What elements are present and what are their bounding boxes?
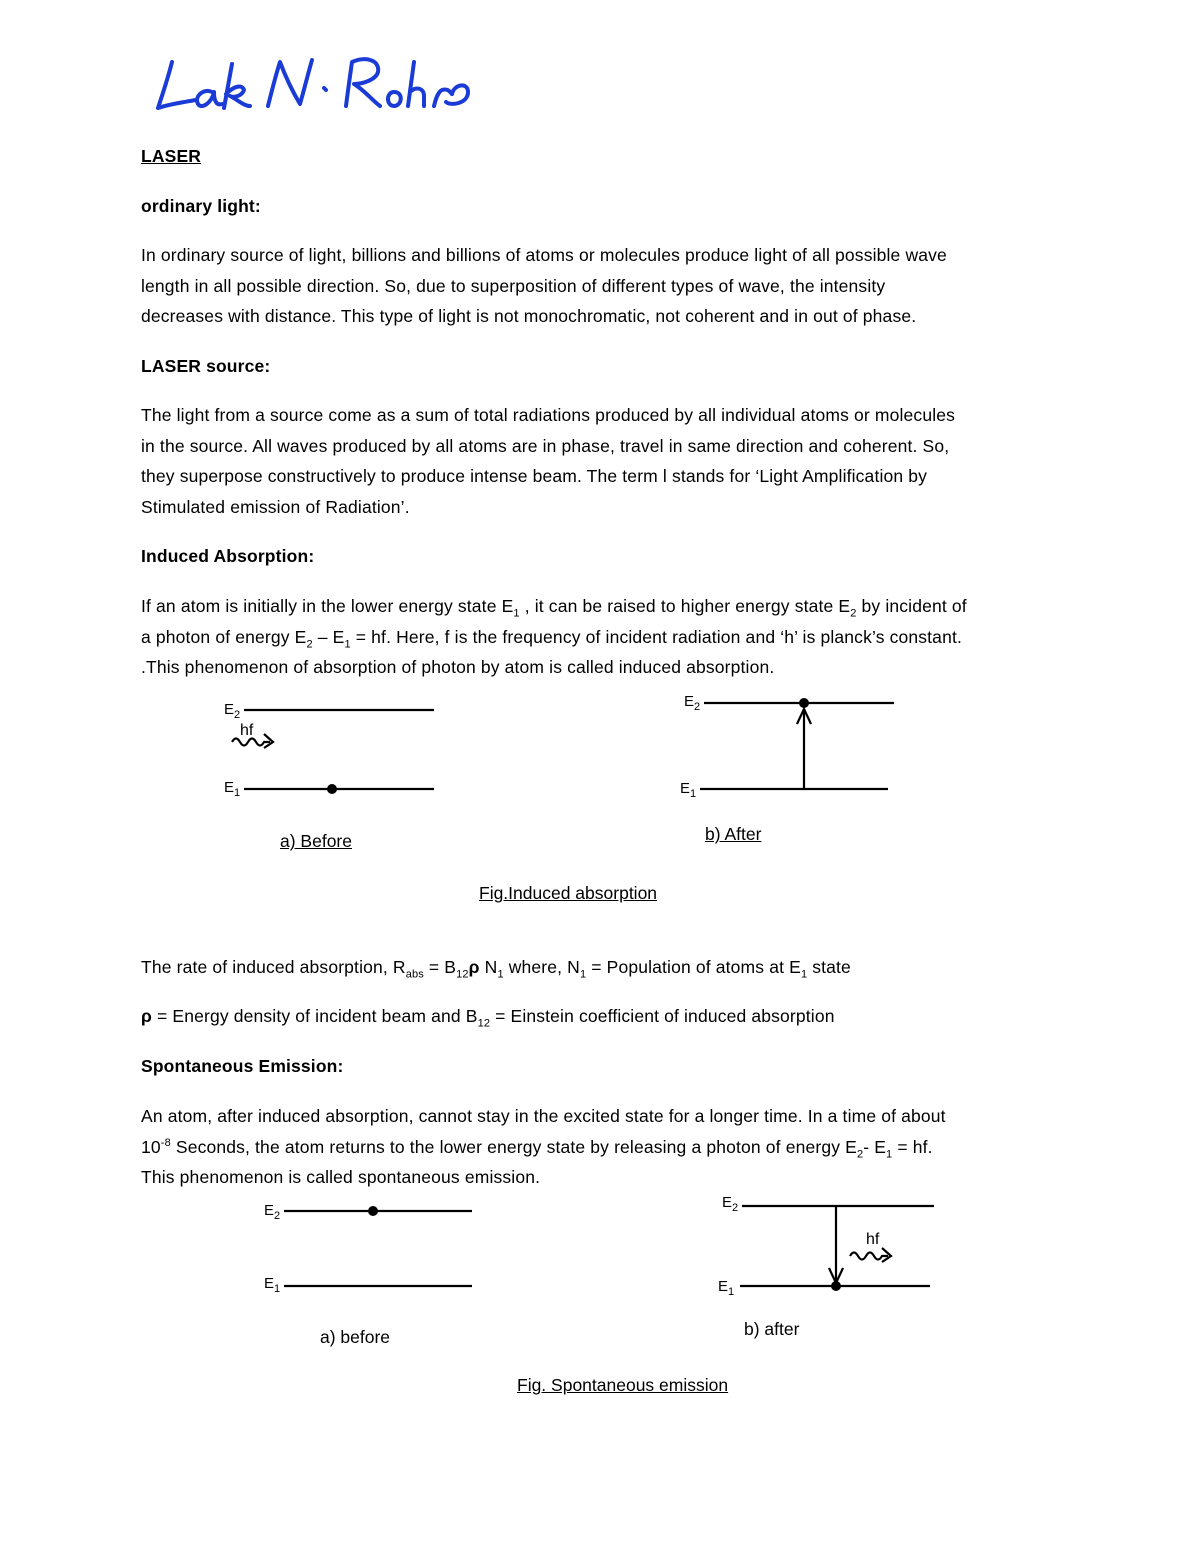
photon-wave <box>232 739 270 746</box>
paragraph-line: they superpose constructively to produce intense beam. The term l stands for ‘Light Amplification by <box>141 466 928 486</box>
transition-arrowhead <box>797 709 811 724</box>
label-e2: $E_2$ <box>224 701 241 721</box>
label-e2: $E_2$ <box>722 1194 739 1214</box>
label-hf: hf <box>866 1231 880 1248</box>
electron-dot <box>799 698 809 708</box>
photon-arrowhead <box>882 1248 891 1262</box>
label-e1: $E_1$ <box>224 779 241 799</box>
paragraph-ordinary-light <box>141 240 1071 332</box>
electron-dot <box>327 784 337 794</box>
rate-equation-line: The rate of induced absorption, $R_{abs} = B_{12}\rho$ $N_1$ where, $N_1$ = Population of atoms at $E_1$ state <box>141 957 851 981</box>
figure-caption-induced: Fig.Induced absorption <box>479 883 658 903</box>
label-e1: $E_1$ <box>264 1275 281 1295</box>
caption-before: a) before <box>320 1327 391 1347</box>
heading-induced-absorption: Induced Absorption: <box>141 546 315 566</box>
paragraph-induced-absorption <box>141 591 1071 683</box>
paragraph-line: decreases with distance. This type of light is not monochromatic, not coherent and in out of phase. <box>141 306 917 326</box>
heading-spontaneous-emission: Spontaneous Emission: <box>141 1056 344 1076</box>
photon-arrowhead <box>264 734 273 748</box>
paragraph-line: The light from a source come as a sum of total radiations produced by all individual atoms or molecules <box>141 405 956 425</box>
label-e2: $E_2$ <box>684 693 701 713</box>
label-hf: hf <box>240 722 254 739</box>
paragraph-line: Stimulated emission of Radiation’. <box>141 496 410 517</box>
figure-caption-spontaneous: Fig. Spontaneous emission <box>517 1375 729 1395</box>
caption-before: a) Before <box>280 831 352 851</box>
paragraph-laser-source <box>141 400 1071 522</box>
caption-after: b) after <box>744 1319 800 1339</box>
transition-arrowhead <box>829 1268 843 1283</box>
paragraph-line: length in all possible direction. So, due to superposition of different types of wave, the intensity <box>141 275 886 296</box>
paragraph-line: If an atom is initially in the lower energy state $E_1$ , it can be raised to higher energy state $E_2$ by incident of <box>141 596 967 620</box>
heading-ordinary-light: ordinary light: <box>141 196 261 216</box>
paragraph-line: in the source. All waves produced by all atoms are in phase, travel in same direction and coherent. So, <box>141 435 950 456</box>
paragraph-line: .This phenomenon of absorption of photon by atom is called induced absorption. <box>141 657 775 677</box>
paragraph-line: This phenomenon is called spontaneous emission. <box>141 1167 541 1187</box>
electron-dot <box>831 1281 841 1291</box>
paragraph-line: a photon of energy $E_2 - E_1$ = hf. Here, f is the frequency of incident radiation and ‘h’ is planck’s constant. <box>141 626 962 650</box>
title-laser: LASER <box>141 146 202 166</box>
paragraph-line: In ordinary source of light, billions and billions of atoms or molecules produce light of all possible wave <box>141 245 947 265</box>
photon-wave <box>850 1253 888 1260</box>
paragraph-line: $10^{-8}$ Seconds, the atom returns to the lower energy state by releasing a photon of energy $E_2-$ $E_1$ = hf. <box>141 1136 933 1160</box>
signature-image <box>150 48 480 118</box>
label-e1: $E_1$ <box>718 1278 735 1298</box>
heading-laser-source: LASER source: <box>141 356 271 376</box>
label-e2: $E_2$ <box>264 1202 281 1222</box>
caption-after: b) After <box>705 824 762 844</box>
label-e1: $E_1$ <box>680 780 697 800</box>
rate-definition-line: ρ = Energy density of incident beam and $B_{12}$ = Einstein coefficient of induced absorption <box>141 1006 835 1030</box>
paragraph-line: An atom, after induced absorption, cannot stay in the excited state for a longer time. In a time of about <box>141 1106 946 1126</box>
electron-dot <box>368 1206 378 1216</box>
paragraph-spontaneous-emission <box>141 1101 1071 1193</box>
